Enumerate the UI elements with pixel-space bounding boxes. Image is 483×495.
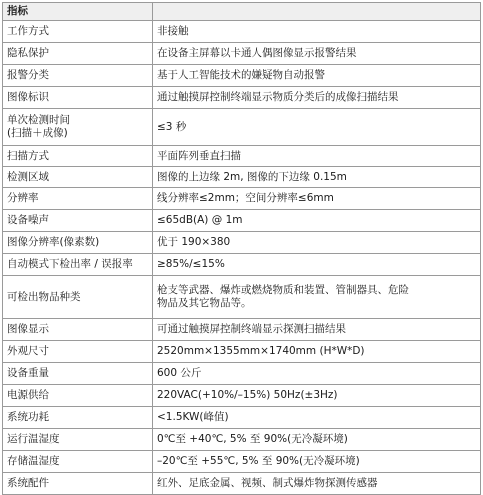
table-row — [3, 167, 481, 188]
row-label: 图像标识 — [3, 87, 153, 109]
spec-table — [2, 2, 481, 495]
table-row — [3, 232, 481, 254]
table-row — [3, 210, 481, 232]
row-value: 基于人工智能技术的嫌疑物自动报警 — [153, 65, 481, 87]
row-label: 运行温湿度 — [3, 429, 153, 451]
row-value: 通过触摸屏控制终端显示物质分类后的成像扫描结果 — [153, 87, 481, 109]
row-value: 枪支等武器、爆炸或燃烧物质和装置、管制器具、危险 物品及其它物品等。 — [153, 276, 481, 319]
table-row — [3, 385, 481, 407]
table-row — [3, 254, 481, 276]
row-value: 非接触 — [153, 21, 481, 43]
row-value: 优于 190×380 — [153, 232, 481, 254]
header-label: 指标 — [3, 3, 153, 21]
table-row — [3, 407, 481, 429]
row-value: 在设备主屏幕以卡通人偶图像显示报警结果 — [153, 43, 481, 65]
row-value: –20℃至 +55℃, 5% 至 90%(无冷凝环境) — [153, 451, 481, 473]
row-label: 自动模式下检出率 / 误报率 — [3, 254, 153, 276]
row-label: 隐私保护 — [3, 43, 153, 65]
row-value: 0℃至 +40℃, 5% 至 90%(无冷凝环境) — [153, 429, 481, 451]
row-label: 设备噪声 — [3, 210, 153, 232]
table-row — [3, 451, 481, 473]
table-row — [3, 87, 481, 109]
table-row — [3, 21, 481, 43]
table-row — [3, 276, 481, 319]
row-label: 报警分类 — [3, 65, 153, 87]
row-value: 2520mm×1355mm×1740mm (H*W*D) — [153, 341, 481, 363]
row-label: 分辨率 — [3, 188, 153, 210]
row-label: 外观尺寸 — [3, 341, 153, 363]
row-label: 系统功耗 — [3, 407, 153, 429]
row-label: 设备重量 — [3, 363, 153, 385]
row-label: 电源供给 — [3, 385, 153, 407]
row-label: 存储温湿度 — [3, 451, 153, 473]
row-label: 检测区域 — [3, 167, 153, 188]
row-value: 线分辨率≤2mm；空间分辨率≤6mm — [153, 188, 481, 210]
table-header-row — [3, 3, 481, 21]
row-label: 图像显示 — [3, 319, 153, 341]
row-value: 图像的上边缘 2m, 图像的下边缘 0.15m — [153, 167, 481, 188]
row-label: 系统配件 — [3, 473, 153, 495]
header-value — [153, 3, 481, 21]
row-value: 600 公斤 — [153, 363, 481, 385]
row-value: <1.5KW(峰值) — [153, 407, 481, 429]
table-row — [3, 363, 481, 385]
row-label: 单次检测时间 (扫描＋成像) — [3, 109, 153, 146]
table-row — [3, 188, 481, 210]
table-row — [3, 473, 481, 495]
row-value: 可通过触摸屏控制终端显示探测扫描结果 — [153, 319, 481, 341]
row-label: 扫描方式 — [3, 146, 153, 167]
row-value: ≤65dB(A) @ 1m — [153, 210, 481, 232]
row-value: 220VAC(+10%/–15%) 50Hz(±3Hz) — [153, 385, 481, 407]
row-label: 工作方式 — [3, 21, 153, 43]
table-row — [3, 65, 481, 87]
row-label: 可检出物品种类 — [3, 276, 153, 319]
row-label: 图像分辨率(像素数) — [3, 232, 153, 254]
table-row — [3, 43, 481, 65]
row-value: ≥85%/≤15% — [153, 254, 481, 276]
table-row — [3, 429, 481, 451]
table-row — [3, 341, 481, 363]
table-row — [3, 146, 481, 167]
table-row — [3, 319, 481, 341]
table-row — [3, 109, 481, 146]
row-value: 红外、足底金属、视频、制式爆炸物探测传感器 — [153, 473, 481, 495]
row-value: ≤3 秒 — [153, 109, 481, 146]
row-value: 平面阵列垂直扫描 — [153, 146, 481, 167]
